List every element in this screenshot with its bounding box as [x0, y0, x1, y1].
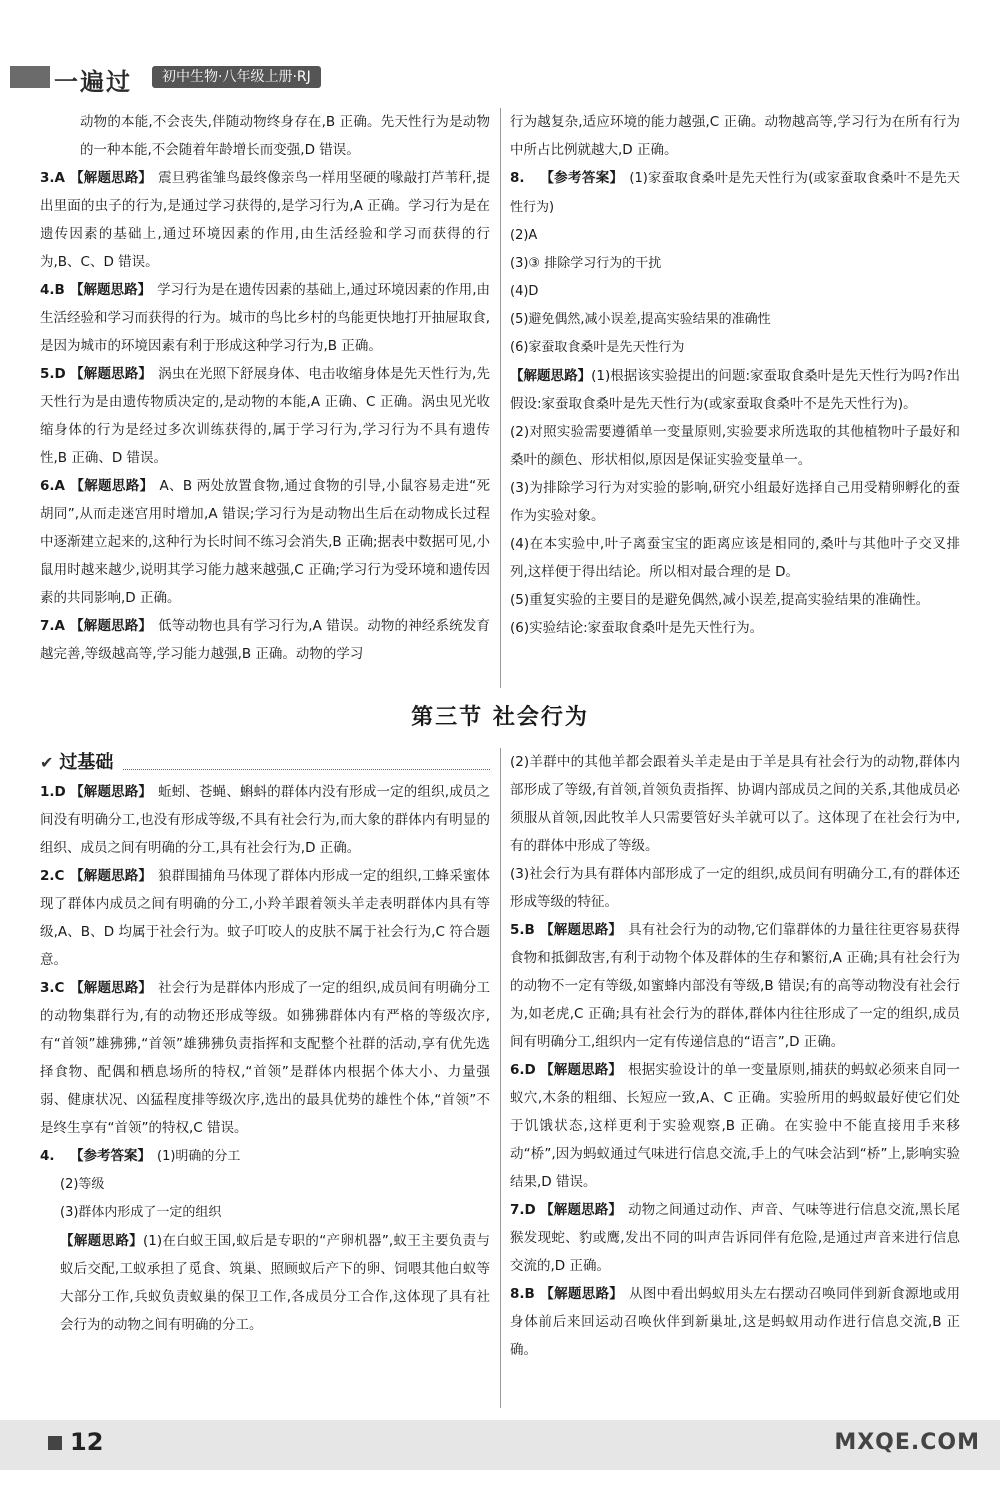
- item-tag: 【解题思路】: [60, 1233, 143, 1249]
- item-number: 4.B: [40, 282, 65, 298]
- item-text: 低等动物也具有学习行为,A 错误。动物的神经系统发育越完善,等级越高等,学习能力越强,B 正确。动物的学习: [40, 618, 490, 662]
- item-number: 2.C: [40, 868, 65, 884]
- item-text: A、B 两处放置食物,通过食物的引导,小鼠容易走进“死胡同”,从而走迷宫用时增加,A 错误;学习行为是动物出生后在动物成长过程中逐渐建立起来的,这种行为长时间不练习会消失,B 正确;据表中数据可见,小鼠用时越来越少,说明其学习能力越来越强,C 正确;学习行为受环境和遗传因素的共同影响,D 正确。: [40, 478, 490, 606]
- item-number: 1.D: [40, 784, 66, 800]
- item-number: 6.A: [40, 478, 65, 494]
- item-tag: 【参考答案】: [540, 170, 624, 186]
- answer-item: [40, 472, 490, 612]
- answer-item: [510, 1280, 960, 1364]
- item-text: 根据实验设计的单一变量原则,捕获的蚂蚁必须来自同一蚁穴,木条的粗细、长短应一致,A、C 正确。实验所用的蚂蚁最好使它们处于饥饿状态,这样更利于实验观察,B 正确。在实验中不能直接用手来移动“桥”,因为蚂蚁通过气味进行信息交流,手上的气味会沾到“桥”上,影响实验结果,D 错误。: [510, 1062, 960, 1190]
- page-header: [0, 62, 1000, 96]
- item-tag: 【解题思路】: [70, 478, 154, 494]
- check-icon: ✔: [40, 753, 54, 772]
- top-left-column: [40, 108, 490, 668]
- item-tag: 【解题思路】: [540, 922, 623, 938]
- item-number: 7.A: [40, 618, 65, 634]
- item-number: 8.B: [510, 1286, 535, 1302]
- brand-block: [10, 66, 50, 88]
- item-number: 5.D: [40, 366, 66, 382]
- item-tag: 【解题思路】: [540, 1286, 624, 1302]
- item-tag: 【解题思路】: [70, 868, 153, 884]
- answer-line: (4)D: [510, 284, 539, 299]
- item-number: 5.B: [510, 922, 535, 938]
- continued-text: (2)羊群中的其他羊都会跟着头羊走是由于羊是具有社会行为的动物,群体内部形成了等级,有首领,首领负责指挥、协调内部成员之间的关系,其他成员必须服从首领,因此牧羊人只需要管好头羊就可以了。这体现了在社会行为中,有的群体中形成了等级。: [510, 754, 960, 854]
- item-tag: 【解题思路】: [540, 1202, 623, 1218]
- answer-item: [510, 916, 960, 1056]
- bottom-left-column: [40, 748, 490, 1339]
- page-marker: [48, 1436, 62, 1450]
- bottom-right-column: [510, 748, 960, 1364]
- item-number: 8.: [510, 170, 525, 186]
- answer-line: (2)等级: [60, 1177, 105, 1192]
- answer-item: [40, 164, 490, 276]
- item-number: 6.D: [510, 1062, 536, 1078]
- answer-item: [40, 360, 490, 472]
- item-text: 学习行为是在遗传因素的基础上,通过环境因素的作用,由生活经验和学习而获得的行为。城市的鸟比乡村的鸟能更快地打开抽屉取食,是因为城市的环境因素有利于形成这种学习行为,B 正确。: [40, 282, 490, 354]
- section-title: 第三节 社会行为: [411, 705, 589, 730]
- item-text: 动物之间通过动作、声音、气味等进行信息交流,黑长尾猴发现蛇、豹或鹰,发出不同的叫声告诉同伴有危险,是通过声音来进行信息交流的,D 正确。: [510, 1202, 960, 1274]
- answer-item: [40, 1142, 490, 1171]
- item-text: 从图中看出蚂蚁用头左右摆动召唤同伴到新食源地或用身体前后来回运动召唤伙伴到新巢址,这是蚂蚁用动作进行信息交流,B 正确。: [510, 1286, 961, 1358]
- item-number: 4.: [40, 1148, 55, 1164]
- continued-text: 行为越复杂,适应环境的能力越强,C 正确。动物越高等,学习行为在所有行为中所占比例就越大,D 正确。: [510, 114, 960, 158]
- answer-item: [40, 612, 490, 668]
- practice-label-text: 过基础: [59, 752, 114, 773]
- think-line: (2)对照实验需要遵循单一变量原则,实验要求所选取的其他植物叶子最好和桑叶的颜色、形状相似,原因是保证实验变量单一。: [510, 424, 960, 468]
- brand-logo: 一遍过: [54, 68, 132, 96]
- answer-item: [40, 974, 490, 1142]
- practice-label: [40, 748, 490, 778]
- item-tag: 【解题思路】: [70, 366, 153, 382]
- continued-text: (3)社会行为具有群体内部形成了一定的组织,成员间有明确分工,有的群体还形成等级的特征。: [510, 866, 960, 910]
- item-text: 涡虫在光照下舒展身体、电击收缩身体是先天性行为,先天性行为是由遗传物质决定的,是动物的本能,A 正确、C 正确。涡虫见光收缩身体的行为是经过多次训练获得的,属于学习行为,学习行为不具有遗传性,B 正确、D 错误。: [40, 366, 490, 466]
- top-right-column: [510, 108, 960, 642]
- think-line: (6)实验结论:家蚕取食桑叶是先天性行为。: [510, 620, 764, 636]
- dotted-rule: [123, 757, 490, 770]
- answer-line: (5)避免偶然,减小误差,提高实验结果的准确性: [510, 312, 771, 327]
- item-text: 震旦鸦雀雏鸟最终像亲鸟一样用坚硬的喙敲打芦苇秆,提出里面的虫子的行为,是通过学习获得的,是学习行为,A 正确。学习行为是在遗传因素的基础上,通过环境因素的作用,由生活经验和学习而获得的行为,B、C、D 错误。: [40, 170, 490, 270]
- answer-item: [510, 1196, 960, 1280]
- item-text: 蚯蚓、苍蝇、蝌蚪的群体内没有形成一定的组织,成员之间没有明确分工,也没有形成等级,不具有社会行为,而大象的群体内有明显的组织、成员之间有明确的分工,具有社会行为,D 正确。: [40, 784, 490, 856]
- continued-text: 动物的本能,不会丧失,伴随动物终身存在,B 正确。先天性行为是动物的一种本能,不会随着年龄增长而变强,D 错误。: [80, 114, 490, 158]
- item-tag: 【解题思路】: [510, 368, 592, 384]
- watermark: MXQE.COM: [834, 1430, 980, 1455]
- item-tag: 【解题思路】: [70, 282, 152, 298]
- think-block: [40, 1227, 490, 1339]
- answer-line: (6)家蚕取食桑叶是先天性行为: [510, 340, 685, 355]
- item-tag: 【解题思路】: [70, 170, 153, 186]
- think-line: (3)为排除学习行为对实验的影响,研究小组最好选择自己用受精卵孵化的蚕作为实验对象。: [510, 480, 960, 524]
- item-number: 3.C: [40, 980, 65, 996]
- answer-item: [40, 778, 490, 862]
- subject-tag: 初中生物·八年级上册·RJ: [152, 66, 321, 88]
- answer-item: [40, 862, 490, 974]
- answer-item: [510, 1056, 960, 1196]
- answer-line: (3)群体内形成了一定的组织: [60, 1205, 222, 1220]
- think-line: (4)在本实验中,叶子离蚕宝宝的距离应该是相同的,桑叶与其他叶子交叉排列,这样便于得出结论。所以相对最合理的是 D。: [510, 536, 960, 580]
- column-divider: [500, 748, 501, 1408]
- answer-line: (1)家蚕取食桑叶是先天性行为(或家蚕取食桑叶不是先天性行为): [510, 171, 960, 215]
- item-number: 3.A: [40, 170, 65, 186]
- item-text: 狼群围捕角马体现了群体内形成一定的组织,工蜂采蜜体现了群体内成员之间有明确的分工,小羚羊跟着领头羊走表明群体内具有等级,A、B、D 均属于社会行为。蚊子叮咬人的皮肤不属于社会行为,C 符合题意。: [40, 868, 490, 968]
- answer-item: [40, 276, 490, 360]
- think-block: [510, 362, 960, 418]
- answer-line: (2)A: [510, 228, 538, 243]
- think-line: (1)在白蚁王国,蚁后是专职的“产卵机器”,蚁王主要负责与蚁后交配,工蚁承担了觅食、筑巢、照顾蚁后产下的卵、饲喂其他白蚁等大部分工作,兵蚁负责蚁巢的保卫工作,各成员分工合作,这体现了具有社会行为的动物之间有明确的分工。: [60, 1233, 490, 1333]
- page-number: 12: [70, 1428, 104, 1456]
- think-line: (1)根据该实验提出的问题:家蚕取食桑叶是先天性行为吗?作出假设:家蚕取食桑叶是先天性行为(或家蚕取食桑叶不是先天性行为)。: [510, 368, 960, 412]
- answer-line: (1)明确的分工: [157, 1149, 241, 1164]
- item-tag: 【解题思路】: [70, 980, 153, 996]
- item-tag: 【解题思路】: [70, 784, 153, 800]
- item-text: 社会行为是群体内形成了一定的组织,成员间有明确分工的动物集群行为,有的动物还形成等级。如狒狒群体内有严格的等级次序,有“首领”雄狒狒,“首领”雄狒狒负责指挥和支配整个社群的活动,享有优先选择食物、配偶和栖息场所的特权,“首领”是群体内根据个体大小、力量强弱、健康状况、凶猛程度排等级次序,选出的最具优势的雄性个体,“首领”不是终生享有“首领”的特权,C 错误。: [40, 980, 490, 1136]
- think-line: (5)重复实验的主要目的是避免偶然,减小误差,提高实验结果的准确性。: [510, 592, 930, 608]
- item-tag: 【解题思路】: [70, 618, 153, 634]
- column-divider: [500, 108, 501, 688]
- item-number: 7.D: [510, 1202, 536, 1218]
- item-text: 具有社会行为的动物,它们靠群体的力量往往更容易获得食物和抵御敌害,有利于动物个体及群体的生存和繁衍,A 正确;具有社会行为的动物不一定有等级,如蜜蜂内部没有等级,B 错误;有的高等动物没有社会行为,如老虎,C 正确;具有社会行为的群体,群体内往往形成了一定的组织,成员间有明确分工,组织内一定有传递信息的“语言”,D 正确。: [510, 922, 960, 1050]
- answer-item: [510, 164, 960, 222]
- item-tag: 【解题思路】: [540, 1062, 623, 1078]
- item-tag: 【参考答案】: [70, 1148, 151, 1164]
- answer-line: (3)③ 排除学习行为的干扰: [510, 256, 662, 271]
